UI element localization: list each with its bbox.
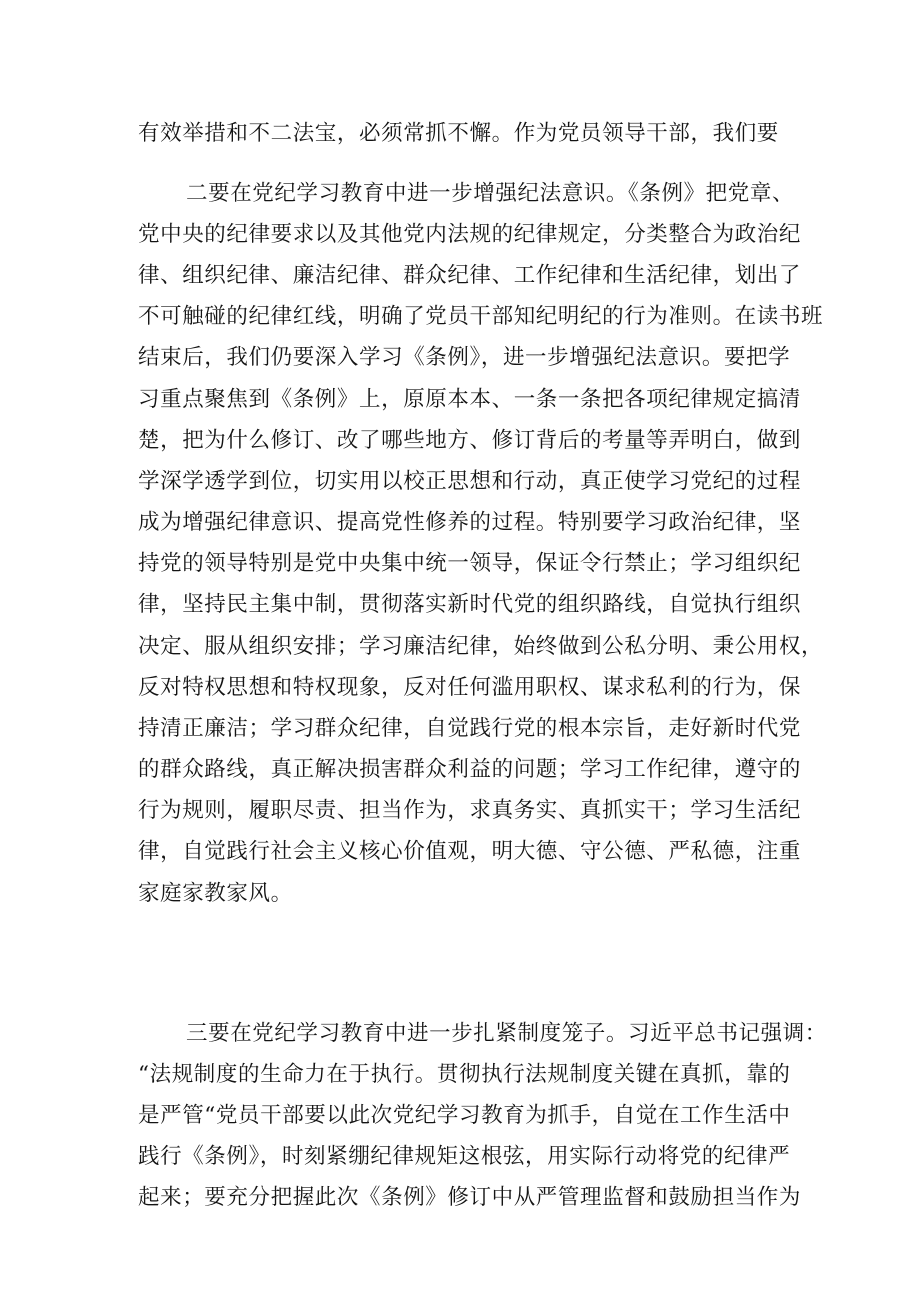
paragraph-2-line: 结束后，我们仍要深入学习《条例》，进一步增强纪法意识。要把学 bbox=[138, 345, 791, 370]
paragraph-2-line: 楚，把为什么修订、改了哪些地方、修订背后的考量等弄明白，做到 bbox=[138, 428, 802, 453]
paragraph-2-line: 的群众路线，真正解决损害群众利益的问题；学习工作纪律，遵守的 bbox=[138, 757, 802, 782]
paragraph-3-line: 是严管“党员干部要以此次党纪学习教育为抓手，自觉在工作生活中 bbox=[138, 1103, 791, 1128]
paragraph-3-line: “法规制度的生命力在于执行。贯彻执行法规制度关键在真抓，靠的 bbox=[138, 1062, 791, 1087]
paragraph-2-line: 二要在党纪学习教育中进一步增强纪法意识。《条例》把党章、 bbox=[186, 181, 795, 206]
paragraph-2-line: 党中央的纪律要求以及其他党内法规的纪律规定，分类整合为政治纪 bbox=[138, 222, 802, 247]
paragraph-2-line: 不可触碰的纪律红线，明确了党员干部知纪明纪的行为准则。在读书班 bbox=[138, 304, 824, 329]
paragraph-fragment-line: 有效举措和不二法宝，必须常抓不懈。作为党员领导干部，我们要 bbox=[138, 121, 779, 146]
paragraph-2-line: 家庭家教家风。 bbox=[138, 881, 293, 906]
paragraph-3-line: 起来；要充分把握此次《条例》修订中从严管理监督和鼓励担当作为 bbox=[138, 1185, 802, 1210]
paragraph-2-line: 反对特权思想和特权现象，反对任何滥用职权、谋求私利的行为，保 bbox=[138, 675, 802, 700]
paragraph-2-line: 决定、服从组织安排；学习廉洁纪律，始终做到公私分明、秉公用权， bbox=[138, 634, 824, 659]
paragraph-2-line: 行为规则，履职尽责、担当作为，求真务实、真抓实干；学习生活纪 bbox=[138, 798, 802, 823]
paragraph-2-line: 成为增强纪律意识、提高党性修养的过程。特别要学习政治纪律，坚 bbox=[138, 510, 802, 535]
paragraph-2-line: 持党的领导特别是党中央集中统一领导，保证令行禁止；学习组织纪 bbox=[138, 551, 802, 576]
paragraph-2-line: 学深学透学到位，切实用以校正思想和行动，真正使学习党纪的过程 bbox=[138, 469, 802, 494]
paragraph-3-line: 践行《条例》，时刻紧绷纪律规矩这根弦，用实际行动将党的纪律严 bbox=[138, 1144, 791, 1169]
paragraph-2-line: 持清正廉洁；学习群众纪律，自觉践行党的根本宗旨，走好新时代党 bbox=[138, 716, 802, 741]
paragraph-2-line: 律、组织纪律、廉洁纪律、群众纪律、工作纪律和生活纪律，划出了 bbox=[138, 263, 802, 288]
paragraph-2-line: 律，自觉践行社会主义核心价值观，明大德、守公德、严私德，注重 bbox=[138, 839, 802, 864]
paragraph-3-line: 三要在党纪学习教育中进一步扎紧制度笼子。习近平总书记强调： bbox=[186, 1021, 827, 1046]
paragraph-2-line: 习重点聚焦到《条例》上，原原本本、一条一条把各项纪律规定搞清 bbox=[138, 387, 802, 412]
paragraph-2-line: 律，坚持民主集中制，贯彻落实新时代党的组织路线，自觉执行组织 bbox=[138, 592, 802, 617]
